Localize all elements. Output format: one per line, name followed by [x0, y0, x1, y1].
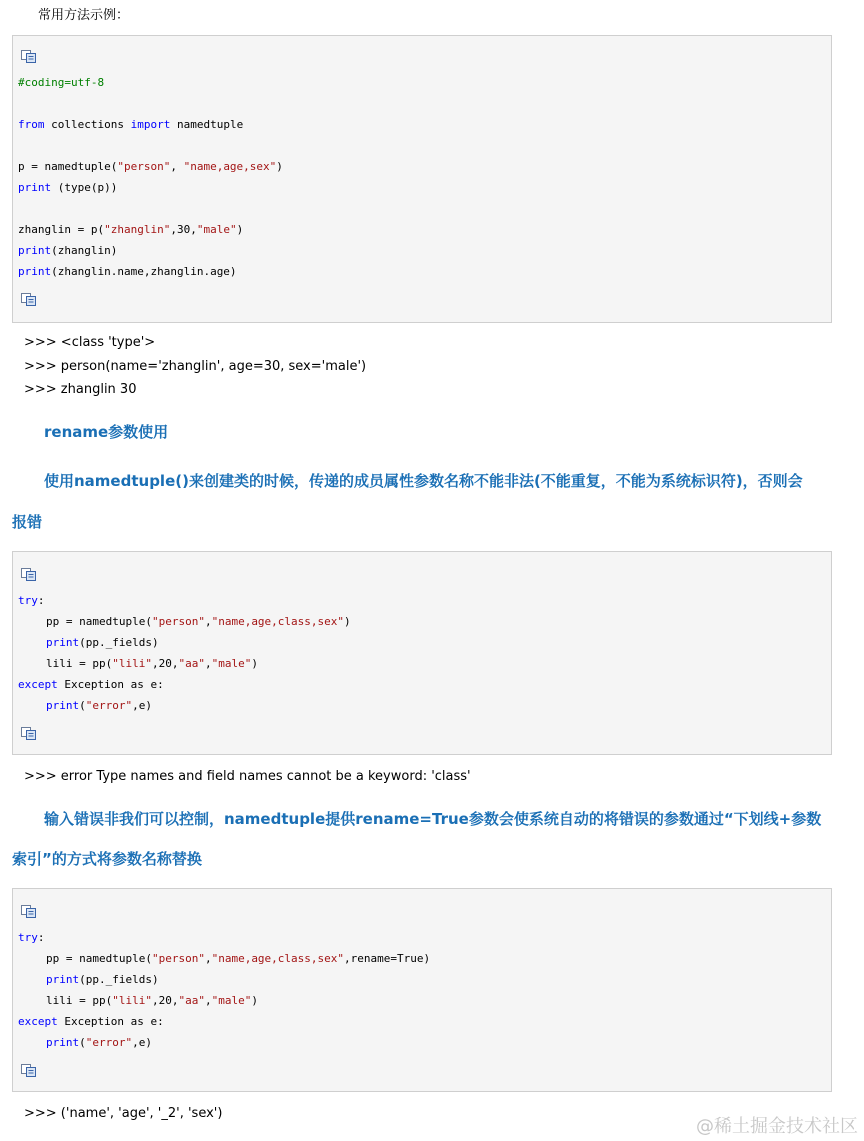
code-line: lili = pp("lili",20,"aa","male") — [46, 994, 258, 1007]
code-block-3 — [12, 888, 832, 1092]
code-line: pp = namedtuple("person","name,age,class,sex") — [46, 615, 351, 628]
paragraph-line: 输入错误非我们可以控制，namedtuple提供rename=True参数会使系统自动的将错误的参数通过“下划线+参数 — [44, 810, 822, 828]
copy-icon[interactable] — [21, 568, 36, 581]
copy-icon[interactable] — [21, 727, 36, 740]
output-line: >>> <class 'type'> — [24, 335, 156, 350]
code-line: print (type(p)) — [18, 181, 118, 194]
paragraph-line: 使用namedtuple()来创建类的时候，传递的成员属性参数名称不能非法(不能重复，不能为系统标识符)，否则会 — [44, 472, 803, 490]
copy-icon[interactable] — [21, 293, 36, 306]
intro-text: 常用方法示例： — [38, 8, 130, 23]
code-line: print(zhanglin) — [18, 244, 118, 257]
code-line: print(pp._fields) — [46, 636, 159, 649]
output-line: >>> person(name='zhanglin', age=30, sex='male') — [24, 359, 367, 374]
paragraph-line: 索引”的方式将参数名称替换 — [12, 850, 202, 868]
code-line: try: — [18, 931, 45, 944]
code-line: #coding=utf-8 — [18, 76, 105, 89]
code-line: pp = namedtuple("person","name,age,class,sex",rename=True) — [46, 952, 431, 965]
code-line: from collections import namedtuple — [18, 118, 244, 131]
code-line: print(zhanglin.name,zhanglin.age) — [18, 265, 237, 278]
code-line: except Exception as e: — [18, 678, 164, 691]
code-line: p = namedtuple("person", "name,age,sex") — [18, 160, 283, 173]
code-line: print("error",e) — [46, 699, 152, 712]
code-line: except Exception as e: — [18, 1015, 164, 1028]
section-heading: rename参数使用 — [44, 423, 169, 441]
copy-icon[interactable] — [21, 1064, 36, 1077]
code-line: zhanglin = p("zhanglin",30,"male") — [18, 223, 244, 236]
output-line: >>> error Type names and field names cannot be a keyword: 'class' — [24, 769, 471, 784]
code-block-2 — [12, 551, 832, 755]
code-block-1 — [12, 35, 832, 323]
output-line: >>> ('name', 'age', '_2', 'sex') — [24, 1106, 223, 1121]
copy-icon[interactable] — [21, 905, 36, 918]
watermark: @稀土掘金技术社区 — [696, 1116, 858, 1137]
copy-icon[interactable] — [21, 50, 36, 63]
code-line: print("error",e) — [46, 1036, 152, 1049]
output-line: >>> zhanglin 30 — [24, 382, 137, 397]
code-line: try: — [18, 594, 45, 607]
code-line: print(pp._fields) — [46, 973, 159, 986]
code-line: lili = pp("lili",20,"aa","male") — [46, 657, 258, 670]
paragraph-line: 报错 — [12, 513, 43, 531]
